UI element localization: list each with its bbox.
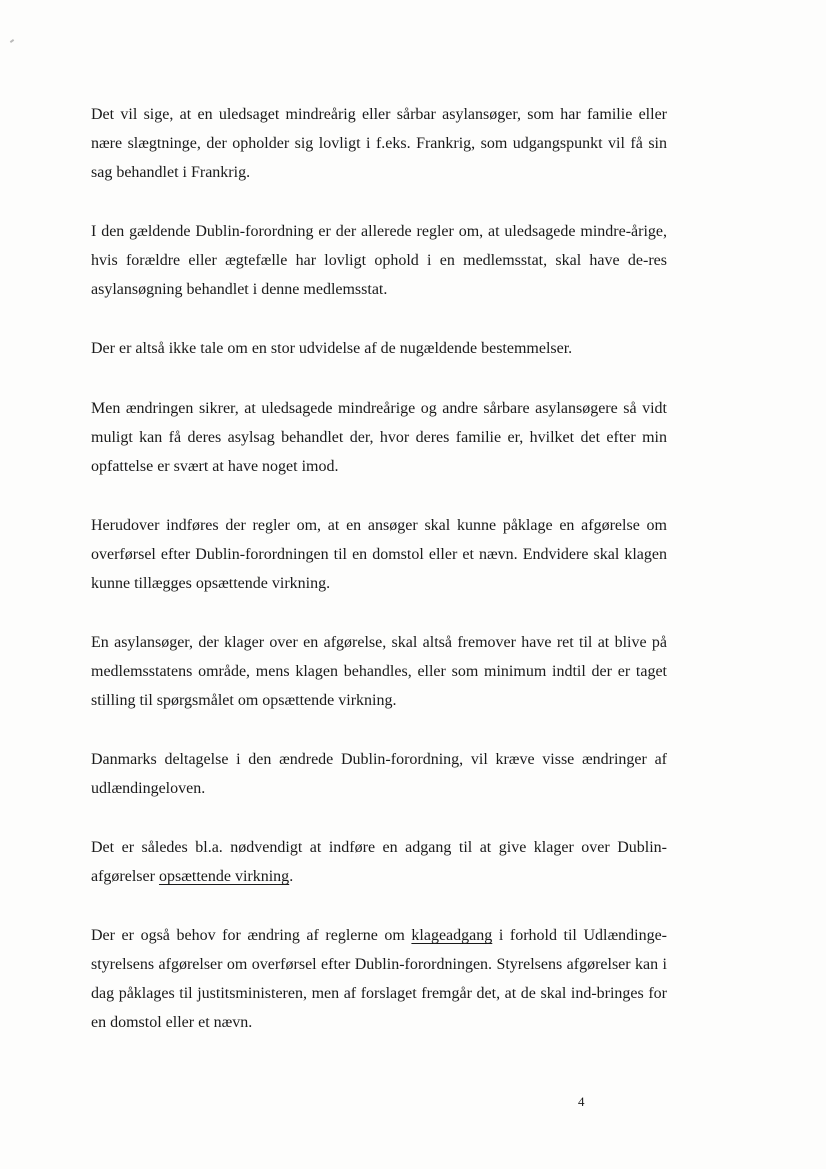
paragraph-3: Der er altså ikke tale om en stor udvidelse af de nugældende bestemmelser. bbox=[91, 340, 573, 357]
paragraph-8-end: . bbox=[289, 868, 294, 885]
paragraph-6: En asylansøger, der klager over en afgørelse, skal altså fremover have ret til at blive på medlemsstatens område, mens klagen behandles, eller som minimum indtil der er taget stilling til spørgsmålet om opsættende virkning. bbox=[91, 634, 667, 709]
paragraph-8 bbox=[91, 833, 667, 891]
paragraph-8-text: Det er således bl.a. nødvendigt at indføre en adgang til at give klager over Dublin-afgørelser bbox=[91, 839, 667, 885]
paragraph-5: Herudover indføres der regler om, at en ansøger skal kunne påklage en afgørelse om overførsel efter Dublin-forordningen til en domstol eller et nævn. Endvidere skal klagen kunne tillægges opsættende virkning. bbox=[91, 517, 667, 592]
paragraph-7: Danmarks deltagelse i den ændrede Dublin-forordning, vil kræve visse ændringer af udlændingeloven. bbox=[91, 751, 667, 797]
paragraph-1: Det vil sige, at en uledsaget mindreårig eller sårbar asylansøger, som har familie eller nære slægtninge, der opholder sig lovligt i f.eks. Frankrig, som udgangspunkt vil få sin sag behandlet i Frankrig. bbox=[91, 106, 667, 181]
paragraph-9-text-end: i forhold til Udlændinge-styrelsens afgørelser om overførsel efter Dublin-forordningen. Styrelsens afgørelser kan i dag påklages til justitsministeren, men af forslaget fremgår det, at de skal ind-bringes for en domstol eller et nævn. bbox=[91, 927, 667, 1031]
paragraph-4: Men ændringen sikrer, at uledsagede mindreårige og andre sårbare asylansøgere så vidt muligt kan få deres asylsag behandlet der, hvor deres familie er, hvilket det efter min opfattelse er svært at have noget imod. bbox=[91, 400, 667, 475]
scan-speck bbox=[10, 39, 14, 43]
underlined-phrase-opsaettende-virkning: opsættende virkning bbox=[158, 868, 290, 885]
paragraph-9 bbox=[91, 921, 667, 1037]
underlined-phrase-klageadgang: klageadgang bbox=[411, 927, 493, 944]
paragraph-9-text-start: Der er også behov for ændring af reglerne om bbox=[91, 927, 412, 944]
page-number: 4 bbox=[578, 1094, 585, 1109]
paragraph-2: I den gældende Dublin-forordning er der allerede regler om, at uledsagede mindre-årige, hvis forældre eller ægtefælle har lovligt ophold i en medlemsstat, skal have de-res asylansøgning behandlet i denne medlemsstat. bbox=[91, 223, 667, 298]
document-body bbox=[91, 100, 667, 1067]
